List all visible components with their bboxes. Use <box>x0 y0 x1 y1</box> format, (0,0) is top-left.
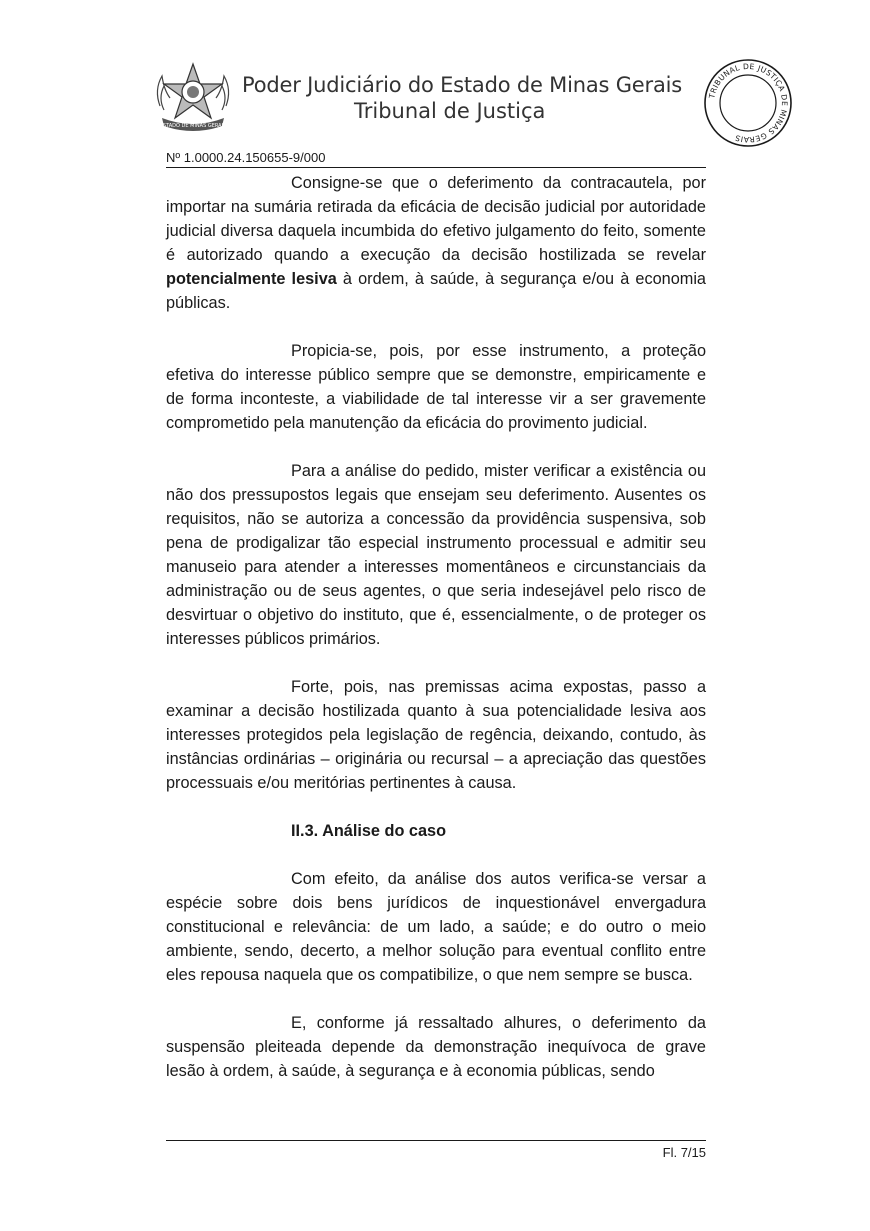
bold-emphasis: potencialmente lesiva <box>166 270 337 288</box>
page-folio: Fl. 7/15 <box>662 1145 706 1160</box>
svg-text:ESTADO DE MINAS GERAIS: ESTADO DE MINAS GERAIS <box>159 123 227 129</box>
section-heading: II.3. Análise do caso <box>291 822 447 840</box>
header-line-tribunal: Tribunal de Justiça <box>354 99 546 123</box>
paragraph-analise: Com efeito, da análise dos autos verifica-se versar a espécie sobre dois bens jurídicos de inquestionável envergadura constitucional e relevância: de um lado, a saúde; e do outro o meio ambiente, sendo, decerto, a melhor solução para eventual conflito entre eles repousa naquela que os compatibilize, o que nem sempre se busca. <box>166 870 706 984</box>
svg-text:TRIBUNAL DE JUSTIÇA DE MINAS G: TRIBUNAL DE JUSTIÇA DE MINAS GERAIS <box>707 61 790 145</box>
tribunal-seal <box>703 58 793 148</box>
court-header <box>242 72 682 124</box>
coat-of-arms-emblem <box>152 60 234 136</box>
document-body <box>166 171 706 1083</box>
paragraph-pressupostos: Para a análise do pedido, mister verificar a existência ou não dos pressupostos legais que ensejam seu deferimento. Ausentes os requisitos, não se autoriza a concessão da providência suspensiva, sob pena de prodigalizar tão especial instrumento processual e admitir seu manuseio para atender a interesses momentâneos e circunstanciais da administração ou de seus agentes, o que seria indesejável pelo risco de desvirtuar o objetivo do instituto, que é, essencialmente, o de proteger os interesses públicos primários. <box>166 462 706 648</box>
paragraph-premissas: Forte, pois, nas premissas acima expostas, passo a examinar a decisão hostilizada quanto à sua potencialidade lesiva aos interesses protegidos pela legislação de regência, deixando, contudo, às instâncias ordinárias – originária ou recursal – a apreciação das questões processuais e/ou meritórias pertinentes à causa. <box>166 678 706 792</box>
paragraph-interesse-publico: Propicia-se, pois, por esse instrumento, a proteção efetiva do interesse público sempre que se demonstre, empiricamente e de forma inconteste, a viabilidade de tal interesse vir a ser gravemente comprometido pela manutenção da eficácia do provimento judicial. <box>166 342 706 432</box>
footer-divider <box>166 1140 706 1141</box>
paragraph-deferimento: E, conforme já ressaltado alhures, o deferimento da suspensão pleiteada depende da demonstração inequívoca de grave lesão à ordem, à saúde, à segurança e à economia públicas, sendo <box>166 1014 706 1080</box>
process-number: Nº 1.0000.24.150655-9/000 <box>166 150 706 168</box>
header-line-judiciary: Poder Judiciário do Estado de Minas Gerais <box>242 73 682 97</box>
paragraph-contracautela: Consigne-se que o deferimento da contracautela, por importar na sumária retirada da eficácia de decisão judicial por autoridade judicial diversa daquela incumbida do efetivo julgamento do feito, somente é autorizado quando a execução da decisão hostilizada se revelar potencialmente lesiva à ordem, à saúde, à segurança e/ou à economia públicas. <box>166 174 706 312</box>
